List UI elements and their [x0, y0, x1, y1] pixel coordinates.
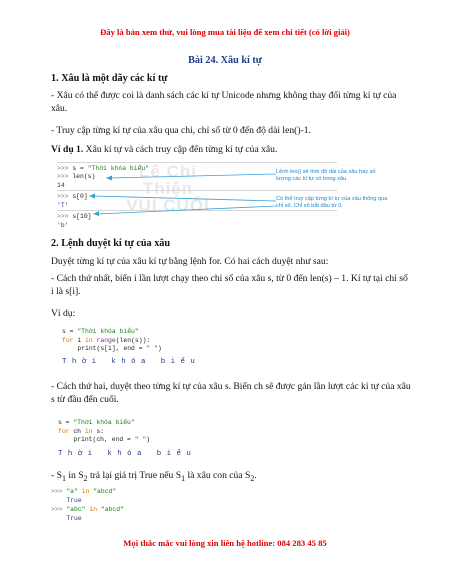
section-heading-1: 1. Xâu là một dãy các kí tự [51, 73, 168, 84]
arrow-index-10-head [93, 211, 99, 216]
arrow-index-10 [97, 206, 276, 214]
code-output-2: T h ờ i k h ó a b i ể u [58, 450, 192, 458]
section2-paragraph-3: - Cách thứ hai, duyệt theo từng kí tự của xâu s. Biến ch sẽ được gán lần lượt các kí tự của xâu s từ đầu đến cuối. [51, 381, 411, 405]
watermark-logo: Lê Chí Thiện VUI CUỐI [126, 162, 210, 215]
section-heading-2: 2. Lệnh duyệt kí tự của xâu [51, 238, 171, 249]
arrow-len-head [106, 176, 112, 181]
preview-notice: Đây là bản xem thử, vui lòng mua tài liệu để xem chi tiết (có lời giải) [100, 27, 350, 37]
code-output-1: T h ờ i k h ó a b i ể u [62, 358, 196, 366]
repl-example: >>> "a" in "abcd" True >>> "abc" in "abcd" True [51, 488, 124, 522]
annotation-index: Có thể truy cập từng kí tự của xâu thông qua chỉ số. Chỉ số bắt đầu từ 0. [276, 196, 388, 209]
code-line: >>> len(s) [57, 173, 96, 180]
code-output: 'b' [57, 222, 69, 229]
section1-paragraph-1: - Xâu có thể được coi là danh sách các kí tự Unicode nhưng không thay đổi từng kí tự của xâu. [51, 90, 397, 114]
example-label: Ví dụ: [51, 308, 76, 319]
example-1-text: Xâu kí tự và cách truy cập đến từng kí tự của xâu. [83, 144, 278, 155]
code-block-1: s = "Thời khóa biểu" for i in range(len(s)): print(s[i], end = " ") [62, 328, 162, 352]
section2-paragraph-4: - $S_1$ in $S_2$ trả lại giá trị True nếu $S_1$ là xâu con của $S_2$. [51, 470, 257, 483]
section2-paragraph-1: Duyệt từng kí tự của xâu kí tự bằng lệnh for. Có hai cách duyệt như sau: [51, 256, 329, 267]
code-line: >>> s[0] [57, 193, 88, 200]
annotation-len: Lệnh len() sẽ tính độ dài của xâu hay số lượng các kí tự có trong xâu. [276, 169, 376, 182]
arrow-len [110, 174, 276, 178]
arrow-index-0-head [89, 194, 95, 199]
code-block-2: s = "Thời khóa biểu" for ch in s: print(ch, end = " ") [58, 419, 151, 443]
code-line: >>> s[10] [57, 213, 92, 220]
code-line: >>> s = "Thời khóa biểu" [57, 165, 150, 172]
example-1-label: Ví dụ 1. [51, 144, 84, 155]
section1-paragraph-2: - Truy cập từng kí tự của xâu qua chỉ, chỉ số từ 0 đến độ dài len()-1. [51, 125, 311, 136]
hotline-notice: Mọi thắc mắc vui lòng xin liên hệ hotline: 084 283 45 85 [123, 538, 327, 548]
arrow-index-0 [93, 196, 276, 201]
section2-paragraph-2: - Cách thứ nhất, biến i lần lượt chạy theo chỉ số của xâu s, từ 0 đến len(s) – 1. Kí tự tại chỉ số i là s[i]. [51, 273, 408, 297]
code-output: 'T' [57, 202, 69, 209]
lesson-title: Bài 24. Xâu kí tự [188, 55, 262, 66]
code-output: 14 [57, 182, 65, 189]
